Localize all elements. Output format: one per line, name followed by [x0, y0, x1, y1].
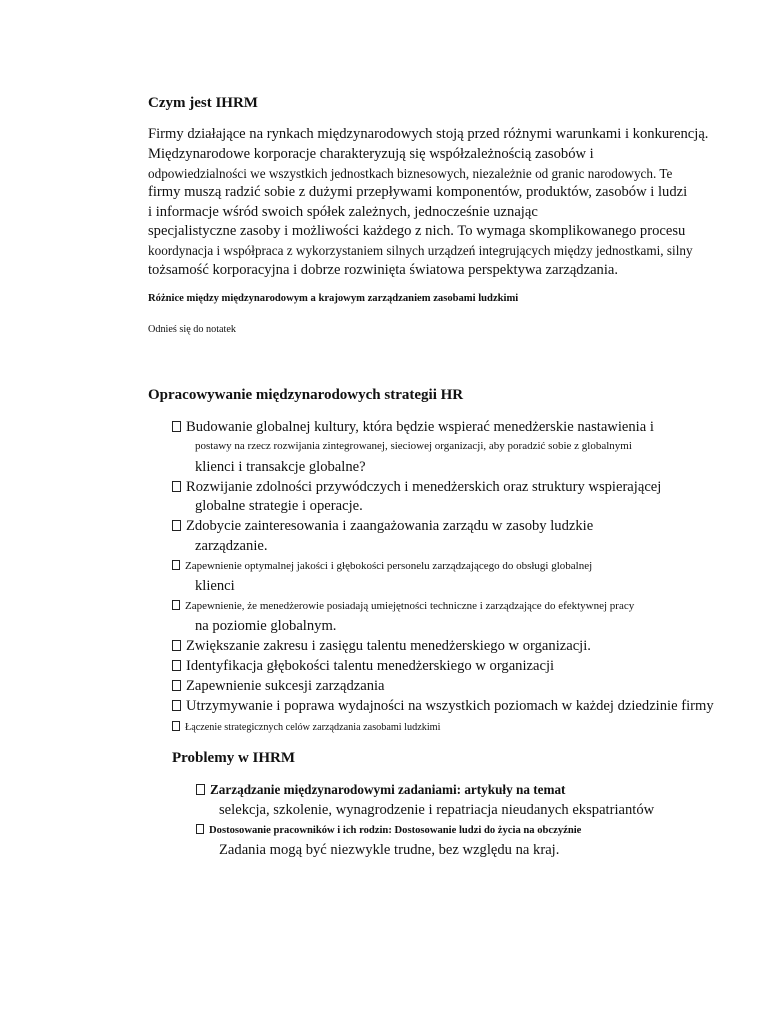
list-item: Łączenie strategicznych celów zarządzania zasobami ludzkimi	[172, 721, 440, 733]
checkbox-glyph-icon	[172, 640, 181, 651]
checkbox-glyph-icon	[196, 784, 205, 795]
paragraph-line: tożsamość korporacyjna i dobrze rozwinięta światowa perspektywa zarządzania.	[148, 262, 619, 278]
section-heading-ihrm: Czym jest IHRM	[148, 95, 258, 111]
section-heading-strategies: Opracowywanie międzynarodowych strategii HR	[148, 387, 464, 403]
list-item: Dostosowanie pracowników i ich rodzin: Dostosowanie ludzi do życia na obczyźnie	[196, 824, 581, 836]
list-item: Zapewnienie optymalnej jakości i głębokości personelu zarządzającego do obsługi globalnej	[172, 560, 592, 572]
checkbox-glyph-icon	[172, 520, 181, 531]
checkbox-glyph-icon	[172, 700, 181, 711]
paragraph-line: Międzynarodowe korporacje charakteryzują się współzależnością zasobów i	[148, 146, 594, 162]
list-item: Zarządzanie międzynarodowymi zadaniami: artykuły na temat	[196, 782, 565, 798]
checkbox-glyph-icon	[172, 721, 180, 731]
list-item-continuation: Zadania mogą być niezwykle trudne, bez względu na kraj.	[219, 842, 560, 858]
list-item-continuation: globalne strategie i operacje.	[195, 498, 363, 514]
paragraph-line: i informacje wśród swoich spółek zależnych, jednocześnie uznając	[148, 204, 538, 220]
paragraph-line: odpowiedzialności we wszystkich jednostkach biznesowych, niezależnie od granic narodowych. Te	[148, 166, 673, 181]
paragraph-line: firmy muszą radzić sobie z dużymi przepływami komponentów, produktów, zasobów i ludzi	[148, 184, 688, 200]
list-item-continuation: klienci	[195, 578, 235, 594]
paragraph-line: koordynacja i współpraca z wykorzystaniem silnych urządzeń integrujących między jednostkami, silny	[148, 243, 693, 258]
list-item: Zapewnienie, że menedżerowie posiadają umiejętności techniczne i zarządzające do efektywnej pracy	[172, 600, 634, 612]
checkbox-glyph-icon	[172, 560, 180, 570]
list-item-continuation: klienci i transakcje globalne?	[195, 459, 366, 475]
list-item-continuation: zarządzanie.	[195, 538, 268, 554]
paragraph-line: specjalistyczne zasoby i możliwości każdego z nich. To wymaga skomplikowanego procesu	[148, 223, 686, 239]
list-item: Rozwijanie zdolności przywódczych i menedżerskich oraz struktury wspierającej	[172, 479, 661, 496]
checkbox-glyph-icon	[172, 421, 181, 432]
list-item: Identyfikacja głębokości talentu menedżerskiego w organizacji	[172, 658, 554, 675]
paragraph-line: Firmy działające na rynkach międzynarodowych stoją przed różnymi warunkami i konkurencją.	[148, 126, 709, 142]
subheading-differences: Różnice między międzynarodowym a krajowym zarządzaniem zasobami ludzkimi	[148, 293, 519, 304]
list-item-continuation: selekcja, szkolenie, wynagrodzenie i repatriacja nieudanych ekspatriantów	[219, 802, 655, 818]
list-item-continuation: postawy na rzecz rozwijania zintegrowanej, sieciowej organizacji, aby poradzić sobie z globalnymi	[195, 440, 632, 452]
checkbox-glyph-icon	[172, 481, 181, 492]
list-item: Zdobycie zainteresowania i zaangażowania zarządu w zasoby ludzkie	[172, 518, 593, 535]
checkbox-glyph-icon	[172, 600, 180, 610]
checkbox-glyph-icon	[196, 824, 204, 834]
list-item-continuation: na poziomie globalnym.	[195, 618, 337, 634]
checkbox-glyph-icon	[172, 680, 181, 691]
list-item: Zapewnienie sukcesji zarządzania	[172, 678, 385, 695]
list-item: Utrzymywanie i poprawa wydajności na wszystkich poziomach w każdej dziedzinie firmy	[172, 698, 714, 715]
section-heading-problems: Problemy w IHRM	[172, 750, 296, 766]
list-item: Budowanie globalnej kultury, która będzie wspierać menedżerskie nastawienia i	[172, 419, 654, 436]
checkbox-glyph-icon	[172, 660, 181, 671]
note-text: Odnieś się do notatek	[148, 324, 236, 335]
list-item: Zwiększanie zakresu i zasięgu talentu menedżerskiego w organizacji.	[172, 638, 591, 655]
